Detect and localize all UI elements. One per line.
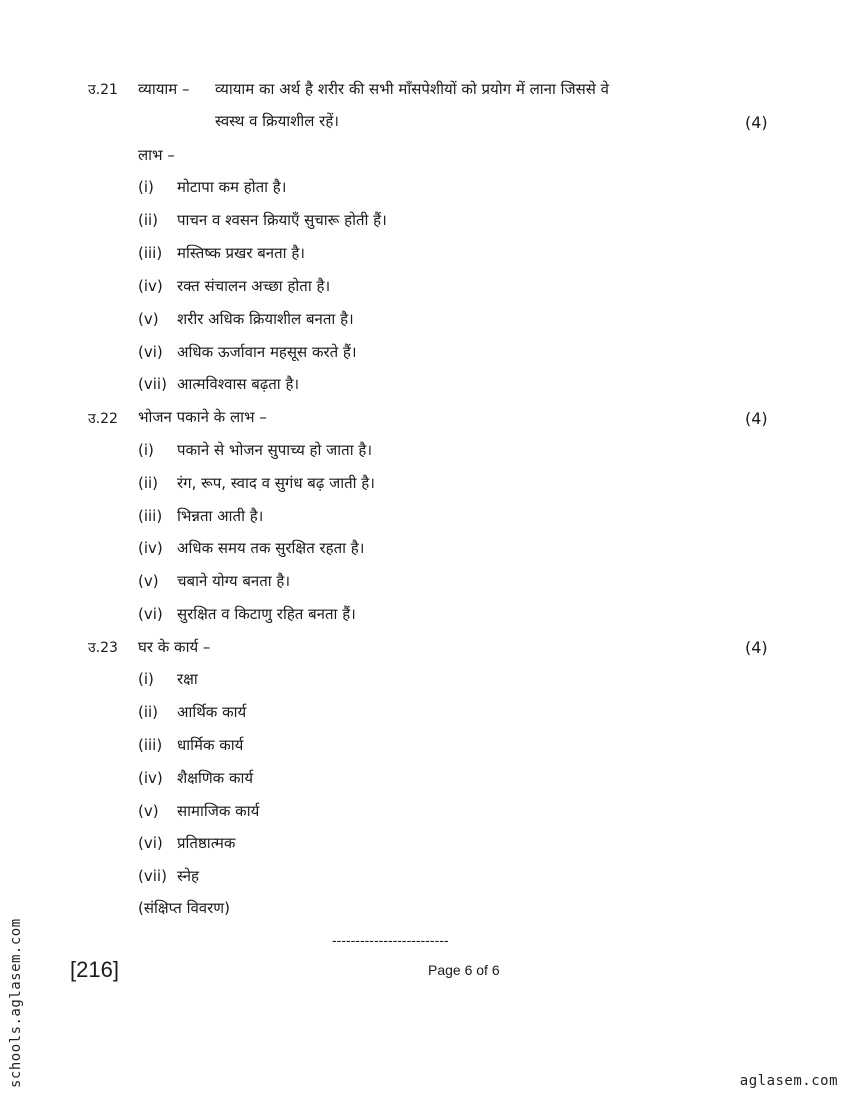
list-item-number: (iii) xyxy=(138,736,163,754)
list-item-number: (vi) xyxy=(138,834,163,852)
q21-subheading: लाभ – xyxy=(138,146,175,164)
side-watermark: schools.aglasem.com xyxy=(8,918,24,1088)
list-item: सुरक्षित व किटाणु रहित बनता हैं। xyxy=(177,605,356,623)
q23-number: उ.23 xyxy=(88,640,118,656)
list-item: चबाने योग्य बनता है। xyxy=(177,572,291,590)
paper-code: [216] xyxy=(70,957,119,982)
list-item-number: (i) xyxy=(138,670,154,688)
list-item: स्नेह xyxy=(177,867,200,885)
list-item: धार्मिक कार्य xyxy=(177,736,244,754)
list-item-number: (ii) xyxy=(138,474,159,492)
page-number: Page 6 of 6 xyxy=(428,962,500,978)
list-item: भिन्नता आती है। xyxy=(177,507,264,525)
list-item: आत्मविश्वास बढ़ता है। xyxy=(177,375,300,393)
list-item-number: (iii) xyxy=(138,244,163,262)
q23-note: (संक्षिप्त विवरण) xyxy=(138,899,230,917)
list-item: पकाने से भोजन सुपाच्य हो जाता है। xyxy=(177,441,373,459)
list-item-number: (i) xyxy=(138,178,154,196)
q21-definition-line2: स्वस्थ व क्रियाशील रहें। xyxy=(215,112,339,130)
list-item: पाचन व श्वसन क्रियाएँ सुचारू होती हैं। xyxy=(177,211,387,229)
q22-marks: (4) xyxy=(745,409,768,428)
bottom-right-watermark: aglasem.com xyxy=(739,1073,838,1089)
list-item: मस्तिष्क प्रखर बनता है। xyxy=(177,244,305,262)
list-item-number: (iv) xyxy=(138,769,163,787)
list-item-number: (ii) xyxy=(138,211,159,229)
list-item: अधिक समय तक सुरक्षित रहता है। xyxy=(177,539,365,557)
list-item-number: (vi) xyxy=(138,343,163,361)
list-item: रक्षा xyxy=(177,670,198,688)
list-item-number: (vii) xyxy=(138,867,167,885)
q22-title: भोजन पकाने के लाभ – xyxy=(138,408,267,426)
list-item-number: (i) xyxy=(138,441,154,459)
q23-title: घर के कार्य – xyxy=(138,638,211,656)
list-item: शैक्षणिक कार्य xyxy=(177,769,254,787)
list-item-number: (iv) xyxy=(138,539,163,557)
q21-number: उ.21 xyxy=(88,82,118,98)
list-item: मोटापा कम होता है। xyxy=(177,178,287,196)
q23-marks: (4) xyxy=(745,638,768,657)
list-item-number: (vi) xyxy=(138,605,163,623)
list-item: अधिक ऊर्जावान महसूस करते हैं। xyxy=(177,343,357,361)
q21-title: व्यायाम – xyxy=(138,80,190,98)
q22-number: उ.22 xyxy=(88,411,118,427)
list-item-number: (iv) xyxy=(138,277,163,295)
list-item-number: (vii) xyxy=(138,375,167,393)
list-item: रंग, रूप, स्वाद व सुगंध बढ़ जाती है। xyxy=(177,474,375,492)
list-item: सामाजिक कार्य xyxy=(177,802,260,820)
list-item: प्रतिष्ठात्मक xyxy=(177,834,236,852)
list-item: रक्त संचालन अच्छा होता है। xyxy=(177,277,331,295)
q21-definition-line1: व्यायाम का अर्थ है शरीर की सभी माँसपेशीयों को प्रयोग में लाना जिससे वे xyxy=(215,80,610,98)
end-rule: ------------------------- xyxy=(332,932,449,948)
list-item-number: (ii) xyxy=(138,703,159,721)
list-item: आर्थिक कार्य xyxy=(177,703,247,721)
list-item-number: (v) xyxy=(138,802,159,820)
list-item-number: (v) xyxy=(138,310,159,328)
list-item: शरीर अधिक क्रियाशील बनता है। xyxy=(177,310,354,328)
list-item-number: (iii) xyxy=(138,507,163,525)
list-item-number: (v) xyxy=(138,572,159,590)
q21-marks: (4) xyxy=(745,113,768,132)
